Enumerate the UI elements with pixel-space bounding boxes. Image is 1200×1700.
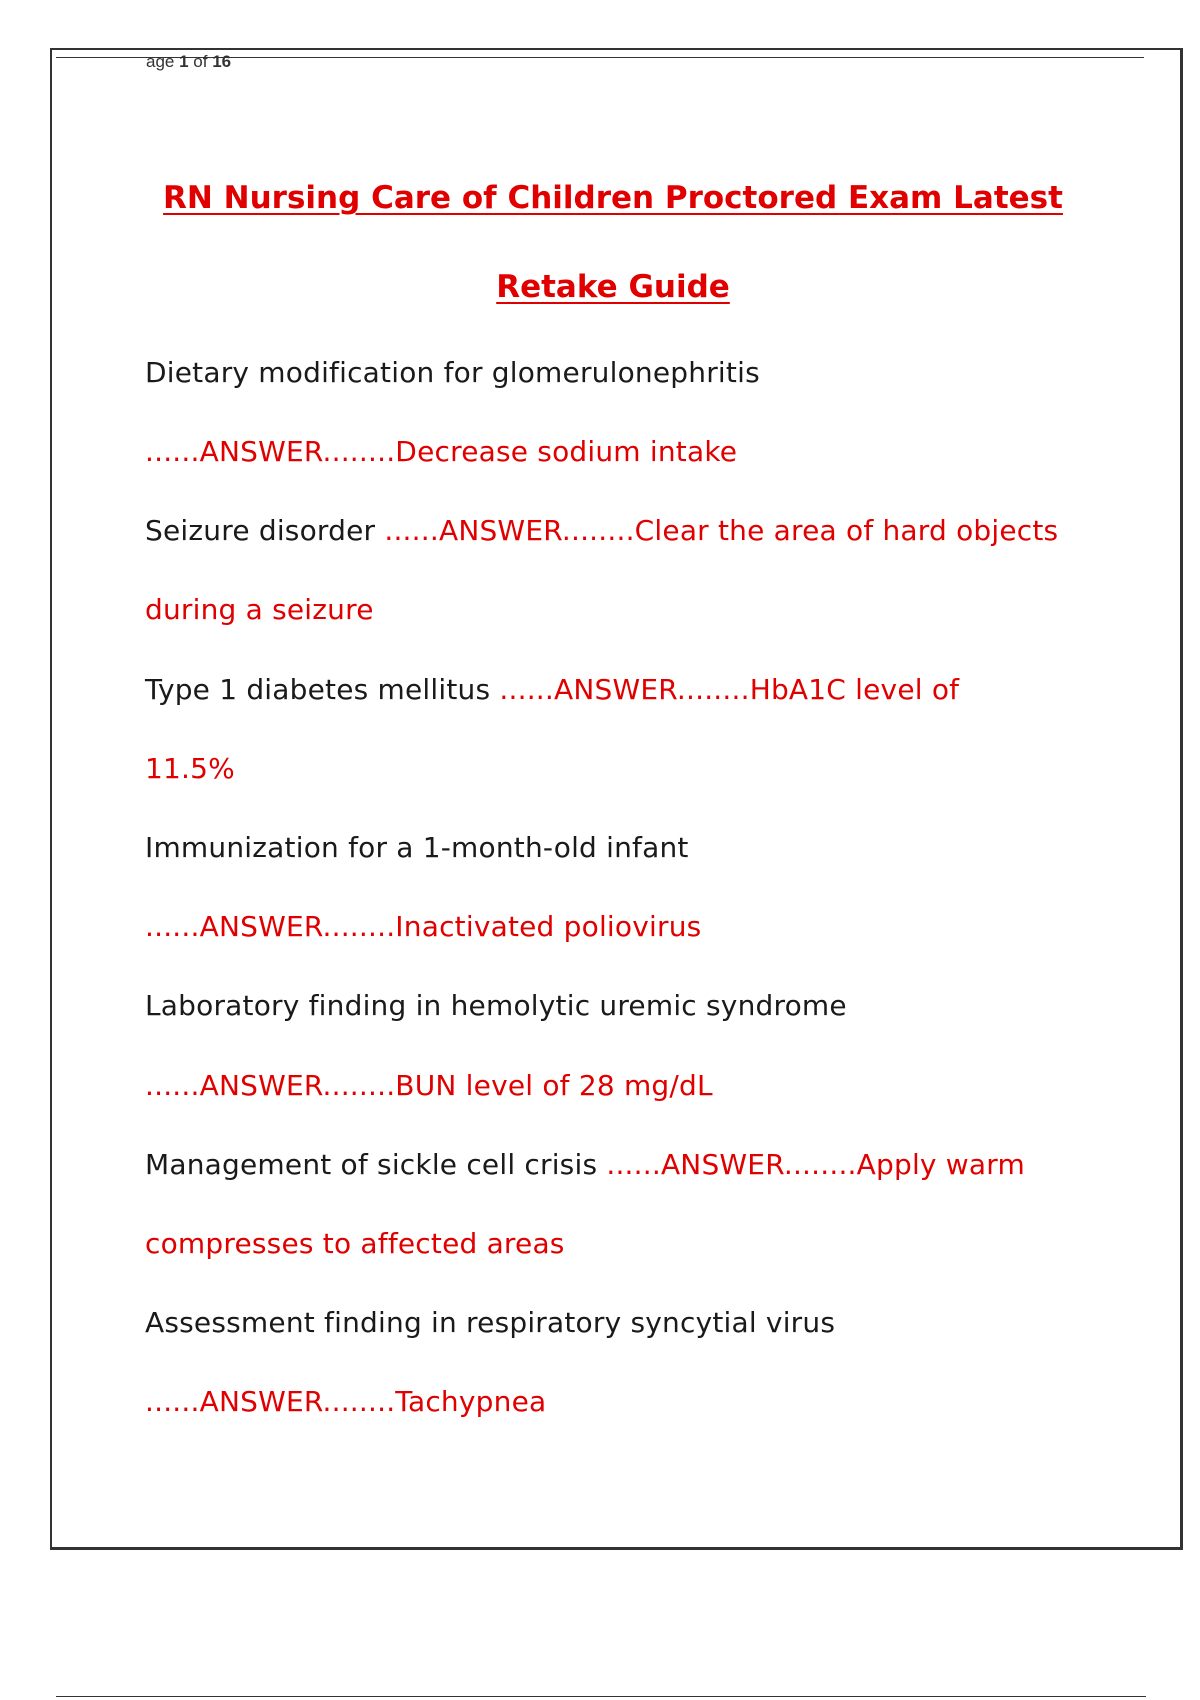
document-title-line-2	[0, 267, 1200, 307]
answer-sickle-cell-part2: compresses to affected areas	[145, 1227, 565, 1260]
qa-line-seizure	[145, 513, 1058, 549]
document-title-text-2: Retake Guide	[496, 269, 730, 305]
page-of: of	[188, 52, 213, 71]
qa-line-diabetes	[145, 672, 959, 708]
document-title-line-1	[0, 178, 1200, 218]
answer-rsv: ......ANSWER........Tachypnea	[145, 1385, 547, 1418]
question-hemolytic-uremic: Laboratory finding in hemolytic uremic syndrome	[145, 989, 847, 1022]
answer-hemolytic-uremic: ......ANSWER........BUN level of 28 mg/dL	[145, 1069, 713, 1102]
page-total: 16	[212, 52, 232, 71]
question-diabetes: Type 1 diabetes mellitus	[145, 673, 500, 706]
question-seizure: Seizure disorder	[145, 514, 385, 547]
question-immunization: Immunization for a 1-month-old infant	[145, 831, 689, 864]
document-title-text-1: RN Nursing Care of Children Proctored Exam Latest	[163, 180, 1063, 216]
answer-seizure-part1: ......ANSWER........Clear the area of hard objects	[384, 514, 1059, 547]
question-rsv: Assessment finding in respiratory syncytial virus	[145, 1306, 836, 1339]
answer-sickle-cell-part1: ......ANSWER........Apply warm	[606, 1148, 1025, 1181]
question-sickle-cell: Management of sickle cell crisis	[145, 1148, 607, 1181]
answer-seizure-part2: during a seizure	[145, 593, 374, 626]
answer-diabetes-part2: 11.5%	[145, 752, 235, 785]
page-prefix: age	[146, 52, 180, 71]
qa-line-sickle-cell	[145, 1147, 1025, 1183]
answer-diabetes-part1: ......ANSWER........HbA1C level of	[499, 673, 960, 706]
answer-glomerulonephritis: ......ANSWER........Decrease sodium intake	[145, 435, 738, 468]
page-number	[146, 52, 231, 72]
question-glomerulonephritis: Dietary modification for glomerulonephritis	[145, 356, 760, 389]
page-current: 1	[179, 52, 189, 71]
answer-immunization: ......ANSWER........Inactivated poliovirus	[145, 910, 702, 943]
bottom-rule	[56, 1696, 1146, 1697]
